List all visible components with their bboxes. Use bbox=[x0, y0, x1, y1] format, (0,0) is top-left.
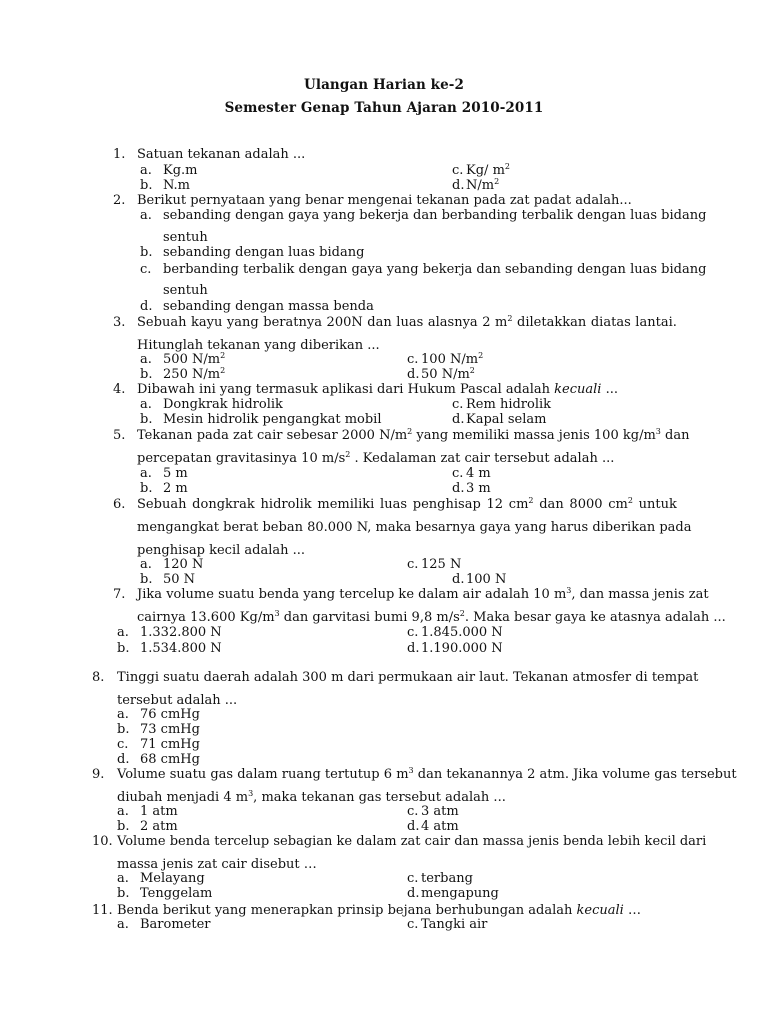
option-letter: d. bbox=[407, 819, 420, 834]
question-text: Tekanan pada zat cair sebesar 2000 $N/m^2$ yang memiliki massa jenis 100 $kg/m^3$ dan bbox=[137, 427, 690, 443]
option-text: Kg.m bbox=[163, 163, 198, 178]
question-text: diubah menjadi 4 $m^3$, maka tekanan gas tersebut adalah ... bbox=[117, 789, 506, 805]
option-letter: d. bbox=[452, 178, 465, 193]
option-text: 3 m bbox=[466, 481, 491, 496]
question-text-end: ... bbox=[605, 382, 619, 397]
option-text: 4 atm bbox=[421, 819, 459, 834]
option-text: Tenggelam bbox=[140, 886, 213, 901]
option-letter: d. bbox=[452, 572, 465, 587]
option-text: mengapung bbox=[421, 886, 499, 901]
option-letter: b. bbox=[117, 886, 130, 901]
option-letter: b. bbox=[140, 572, 153, 587]
option-text: 4 m bbox=[466, 466, 491, 481]
option-letter: a. bbox=[140, 208, 152, 223]
option-letter: c. bbox=[407, 352, 419, 367]
question-text: massa jenis zat cair disebut … bbox=[117, 857, 317, 872]
option-text: 125 N bbox=[421, 557, 462, 572]
option-letter: c. bbox=[452, 163, 464, 178]
question-number: 7. bbox=[113, 587, 126, 602]
option-text: 68 cmHg bbox=[140, 752, 200, 767]
option-text: sebanding dengan gaya yang bekerja dan berbanding terbalik dengan luas bidang bbox=[163, 208, 707, 223]
option-text: 5 m bbox=[163, 466, 188, 481]
option-letter: b. bbox=[117, 641, 130, 656]
option-letter: a. bbox=[117, 871, 129, 886]
option-text-continued: sentuh bbox=[163, 283, 208, 298]
question-number: 8. bbox=[92, 670, 105, 685]
option-letter: c. bbox=[407, 804, 419, 819]
option-text: N.m bbox=[163, 178, 191, 193]
option-text: Melayang bbox=[140, 871, 205, 886]
option-letter: d. bbox=[452, 481, 465, 496]
option-text: 100 $N/m^2$ bbox=[421, 351, 484, 367]
option-letter: b. bbox=[140, 178, 153, 193]
option-text: 100 N bbox=[466, 572, 507, 587]
option-letter: d. bbox=[452, 412, 465, 427]
question-text: mengangkat berat beban 80.000 N, maka besarnya gaya yang harus diberikan pada bbox=[137, 520, 692, 535]
question-number: 10. bbox=[92, 834, 113, 849]
option-letter: d. bbox=[407, 367, 420, 382]
option-letter: d. bbox=[117, 752, 130, 767]
question-text: cairnya 13.600 $Kg/m^3$ dan garvitasi bumi 9,8 $m/s^2$. Maka besar gaya ke atasnya adalah ... bbox=[137, 609, 726, 625]
option-text: 2 atm bbox=[140, 819, 178, 834]
question-text: Hitunglah tekanan yang diberikan ... bbox=[137, 338, 380, 353]
question-number: 2. bbox=[113, 193, 126, 208]
option-text: 1.332.800 N bbox=[140, 625, 222, 640]
option-text: 250 $N/m^2$ bbox=[163, 366, 226, 382]
question-emphasis: kecuali bbox=[554, 382, 602, 397]
option-text: 120 N bbox=[163, 557, 204, 572]
option-text: Barometer bbox=[140, 917, 211, 932]
question-number: 5. bbox=[113, 428, 126, 443]
option-letter: c. bbox=[407, 557, 419, 572]
option-text: 71 cmHg bbox=[140, 737, 200, 752]
question-text: Berikut pernyataan yang benar mengenai tekanan pada zat padat adalah... bbox=[137, 193, 632, 208]
question-text: Volume benda tercelup sebagian ke dalam zat cair dan massa jenis benda lebih kecil dari bbox=[117, 834, 707, 849]
option-letter: a. bbox=[140, 466, 152, 481]
question-text: Tinggi suatu daerah adalah 300 m dari permukaan air laut. Tekanan atmosfer di tempat bbox=[117, 670, 699, 685]
option-letter: b. bbox=[140, 245, 153, 260]
option-letter: a. bbox=[140, 163, 152, 178]
option-text: Rem hidrolik bbox=[466, 397, 552, 412]
option-text: sebanding dengan luas bidang bbox=[163, 245, 365, 260]
question-text: Satuan tekanan adalah ... bbox=[137, 147, 306, 162]
option-text: 500 $N/m^2$ bbox=[163, 351, 226, 367]
question-text: tersebut adalah ... bbox=[117, 693, 238, 708]
option-letter: b. bbox=[140, 481, 153, 496]
option-text: 50 N bbox=[163, 572, 196, 587]
option-text: 2 m bbox=[163, 481, 188, 496]
exam-subtitle: Semester Genap Tahun Ajaran 2010-2011 bbox=[224, 100, 544, 116]
option-text: Dongkrak hidrolik bbox=[163, 397, 283, 412]
option-text: $N/m^2$ bbox=[466, 177, 500, 193]
question-text-end: … bbox=[627, 903, 641, 918]
option-letter: a. bbox=[140, 397, 152, 412]
question-text: percepatan gravitasinya 10 $m/s^2$ . Kedalaman zat cair tersebut adalah ... bbox=[137, 450, 615, 466]
option-letter: d. bbox=[407, 886, 420, 901]
option-text: 3 atm bbox=[421, 804, 459, 819]
option-text: 50 $N/m^2$ bbox=[421, 366, 475, 382]
option-letter: d. bbox=[140, 299, 153, 314]
option-text: 73 cmHg bbox=[140, 722, 200, 737]
option-text: 1.534.800 N bbox=[140, 641, 222, 656]
question-text: Sebuah dongkrak hidrolik memiliki luas penghisap 12 $cm^2$ dan 8000 $cm^2$ untuk bbox=[137, 496, 677, 512]
question-text: Jika volume suatu benda yang tercelup ke dalam air adalah 10 $m^3$, dan massa jenis zat bbox=[137, 586, 709, 602]
question-text-main: Dibawah ini yang termasuk aplikasi dari Hukum Pascal adalah bbox=[137, 382, 551, 397]
exam-title: Ulangan Harian ke-2 bbox=[303, 77, 464, 93]
question-text: Sebuah kayu yang beratnya 200N dan luas alasnya 2 $m^2$ diletakkan diatas lantai. bbox=[137, 314, 677, 330]
option-text: 76 cmHg bbox=[140, 707, 200, 722]
option-letter: c. bbox=[117, 737, 129, 752]
option-letter: c. bbox=[452, 466, 464, 481]
option-text: 1 atm bbox=[140, 804, 178, 819]
option-letter: a. bbox=[117, 804, 129, 819]
option-text: terbang bbox=[421, 871, 473, 886]
option-letter: a. bbox=[117, 917, 129, 932]
question-number: 6. bbox=[113, 497, 126, 512]
question-number: 9. bbox=[92, 767, 105, 782]
option-letter: a. bbox=[117, 707, 129, 722]
option-text: berbanding terbalik dengan gaya yang bekerja dan sebanding dengan luas bidang bbox=[163, 262, 707, 277]
option-letter: c. bbox=[407, 625, 419, 640]
option-letter: b. bbox=[117, 819, 130, 834]
question-number: 11. bbox=[92, 903, 113, 918]
option-letter: c. bbox=[407, 917, 419, 932]
option-text-continued: sentuh bbox=[163, 230, 208, 245]
question-number: 3. bbox=[113, 315, 126, 330]
option-letter: a. bbox=[140, 352, 152, 367]
question-text bbox=[137, 381, 618, 398]
question-text: Volume suatu gas dalam ruang tertutup 6 $m^3$ dan tekanannya 2 atm. Jika volume gas tersebut bbox=[117, 766, 737, 782]
option-letter: c. bbox=[407, 871, 419, 886]
option-letter: a. bbox=[117, 625, 129, 640]
question-text-main: Benda berikut yang menerapkan prinsip bejana berhubungan adalah bbox=[117, 903, 573, 918]
option-text: Kg/ $m^2$ bbox=[466, 162, 510, 178]
question-number: 1. bbox=[113, 147, 126, 162]
option-text: 1.845.000 N bbox=[421, 625, 503, 640]
option-letter: b. bbox=[140, 412, 153, 427]
option-text: Tangki air bbox=[421, 917, 488, 932]
option-letter: b. bbox=[117, 722, 130, 737]
option-letter: c. bbox=[452, 397, 464, 412]
question-text: penghisap kecil adalah ... bbox=[137, 543, 306, 558]
option-text: Mesin hidrolik pengangkat mobil bbox=[163, 412, 382, 427]
option-text: 1.190.000 N bbox=[421, 641, 503, 656]
option-letter: d. bbox=[407, 641, 420, 656]
option-letter: b. bbox=[140, 367, 153, 382]
option-text: sebanding dengan massa benda bbox=[163, 299, 374, 314]
option-letter: a. bbox=[140, 557, 152, 572]
option-letter: c. bbox=[140, 262, 152, 277]
option-text: Kapal selam bbox=[466, 412, 547, 427]
question-number: 4. bbox=[113, 382, 126, 397]
question-emphasis: kecuali bbox=[576, 903, 624, 918]
